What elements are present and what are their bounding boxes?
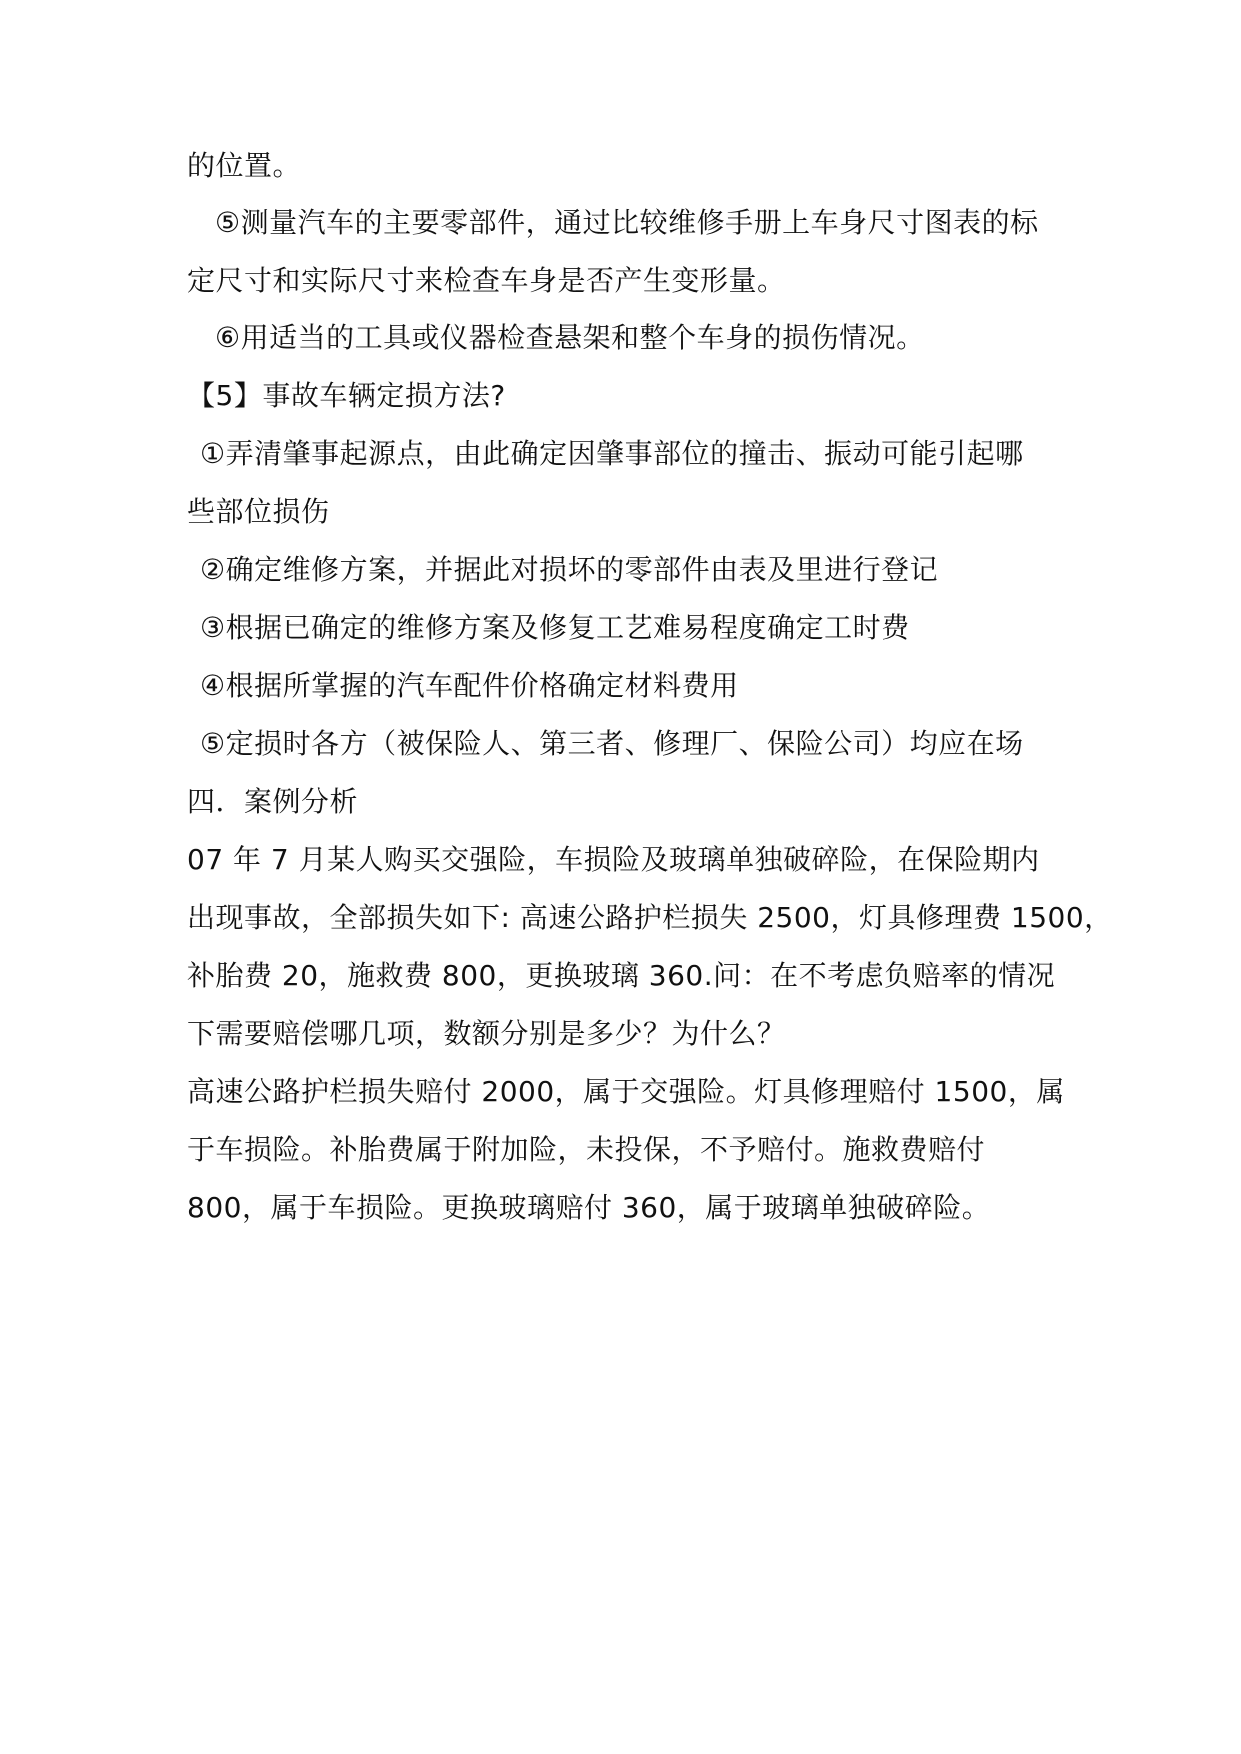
text-line: 800，属于车损险。更换玻璃赔付 360，属于玻璃单独破碎险。 bbox=[187, 1191, 991, 1224]
text-line: ①弄清肇事起源点，由此确定因肇事部位的撞击、振动可能引起哪 bbox=[200, 437, 1024, 470]
text-line: ⑤定损时各方（被保险人、第三者、修理厂、保险公司）均应在场 bbox=[200, 727, 1024, 760]
text-line: 补胎费 20，施救费 800，更换玻璃 360.问：在不考虑负赔率的情况 bbox=[187, 959, 1056, 992]
text-line: 下需要赔偿哪几项，数额分别是多少？为什么？ bbox=[187, 1017, 786, 1050]
text-line: 于车损险。补胎费属于附加险，未投保，不予赔付。施救费赔付 bbox=[187, 1133, 986, 1166]
text-line: ⑤测量汽车的主要零部件，通过比较维修手册上车身尺寸图表的标 bbox=[215, 206, 1039, 239]
text-line: 些部位损伤 bbox=[187, 495, 330, 528]
text-line: 的位置。 bbox=[187, 149, 302, 182]
text-line: 07 年 7 月某人购买交强险，车损险及玻璃单独破碎险，在保险期内 bbox=[187, 843, 1040, 876]
text-line: ③根据已确定的维修方案及修复工艺难易程度确定工时费 bbox=[200, 611, 910, 644]
section-heading: 四．案例分析 bbox=[187, 785, 359, 818]
text-line: 高速公路护栏损失赔付 2000，属于交强险。灯具修理赔付 1500，属 bbox=[187, 1075, 1065, 1108]
text-line: 定尺寸和实际尺寸来检查车身是否产生变形量。 bbox=[187, 264, 786, 297]
text-line: ④根据所掌握的汽车配件价格确定材料费用 bbox=[200, 669, 739, 702]
section-heading: 【5】事故车辆定损方法? bbox=[187, 379, 506, 412]
text-line: 出现事故，全部损失如下: 高速公路护栏损失 2500，灯具修理费 1500， bbox=[187, 901, 1113, 934]
text-line: ②确定维修方案，并据此对损坏的零部件由表及里进行登记 bbox=[200, 553, 939, 586]
text-line: ⑥用适当的工具或仪器检查悬架和整个车身的损伤情况。 bbox=[215, 321, 925, 354]
